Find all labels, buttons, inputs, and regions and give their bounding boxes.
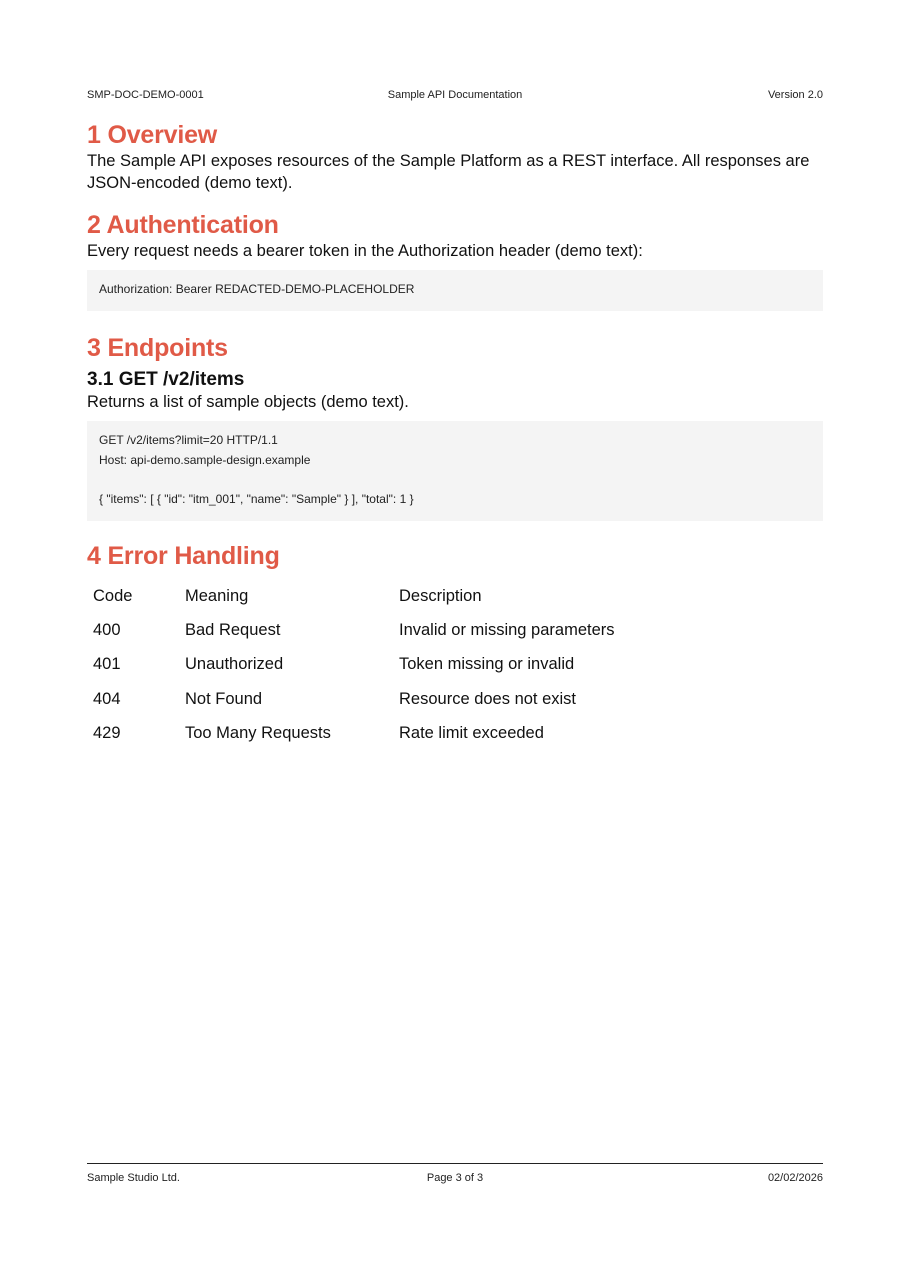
section-heading-endpoints: 3 Endpoints: [87, 334, 228, 362]
document-id: SMP-DOC-DEMO-0001: [87, 89, 204, 101]
request-example-code-block: [87, 421, 823, 521]
column-header-description: Description: [399, 586, 482, 605]
document-body: [87, 118, 823, 750]
subsection-heading-get-items: 3.1 GET /v2/items: [87, 369, 245, 390]
column-header-code: Code: [93, 586, 133, 605]
response-json-line: { "items": [ { "id": "itm_001", "name": "Sample" } ], "total": 1 }: [99, 491, 414, 506]
document-title: Sample API Documentation: [387, 89, 523, 101]
error-code-cell: 401: [93, 655, 121, 674]
request-line: GET /v2/items?limit=20 HTTP/1.1: [99, 433, 278, 447]
host-line: Host: api-demo.sample-design.example: [99, 452, 311, 467]
authorization-code-line: Authorization: Bearer REDACTED-DEMO-PLACEHOLDER: [99, 282, 415, 296]
footer-company: Sample Studio Ltd.: [87, 1172, 180, 1184]
section-heading-authentication: 2 Authentication: [87, 211, 279, 239]
error-meaning-cell: Bad Request: [185, 620, 281, 639]
error-meaning-cell: Too Many Requests: [185, 723, 331, 742]
endpoint-paragraph: Returns a list of sample objects (demo text).: [87, 393, 409, 411]
error-description-cell: Rate limit exceeded: [399, 723, 544, 742]
page-header: [87, 87, 823, 103]
error-meaning-cell: Unauthorized: [185, 655, 284, 674]
section-heading-overview: 1 Overview: [87, 121, 218, 149]
authentication-paragraph: Every request needs a bearer token in the Authorization header (demo text):: [87, 242, 643, 260]
section-heading-error-handling: 4 Error Handling: [87, 542, 280, 570]
table-row: [87, 716, 621, 750]
document-version: Version 2.0: [767, 89, 823, 101]
error-codes-table: [87, 579, 621, 750]
table-row: [87, 682, 621, 716]
overview-paragraph: The Sample API exposes resources of the Sample Platform as a REST interface. All responses are JSON-encoded (demo text).: [87, 152, 810, 192]
error-code-cell: 400: [93, 620, 121, 639]
error-description-cell: Token missing or invalid: [399, 655, 575, 674]
error-description-cell: Resource does not exist: [399, 689, 577, 708]
table-header-row: [87, 579, 621, 613]
error-code-cell: 404: [93, 689, 121, 708]
table-row: [87, 613, 621, 647]
table-row: [87, 648, 621, 682]
column-header-meaning: Meaning: [185, 586, 249, 605]
error-code-cell: 429: [93, 723, 121, 742]
page-footer: [87, 1163, 823, 1192]
footer-date: 02/02/2026: [767, 1172, 823, 1184]
authorization-code-block: [87, 270, 823, 311]
error-meaning-cell: Not Found: [185, 689, 263, 708]
error-description-cell: Invalid or missing parameters: [399, 620, 615, 639]
footer-page-number: Page 3 of 3: [426, 1172, 484, 1184]
